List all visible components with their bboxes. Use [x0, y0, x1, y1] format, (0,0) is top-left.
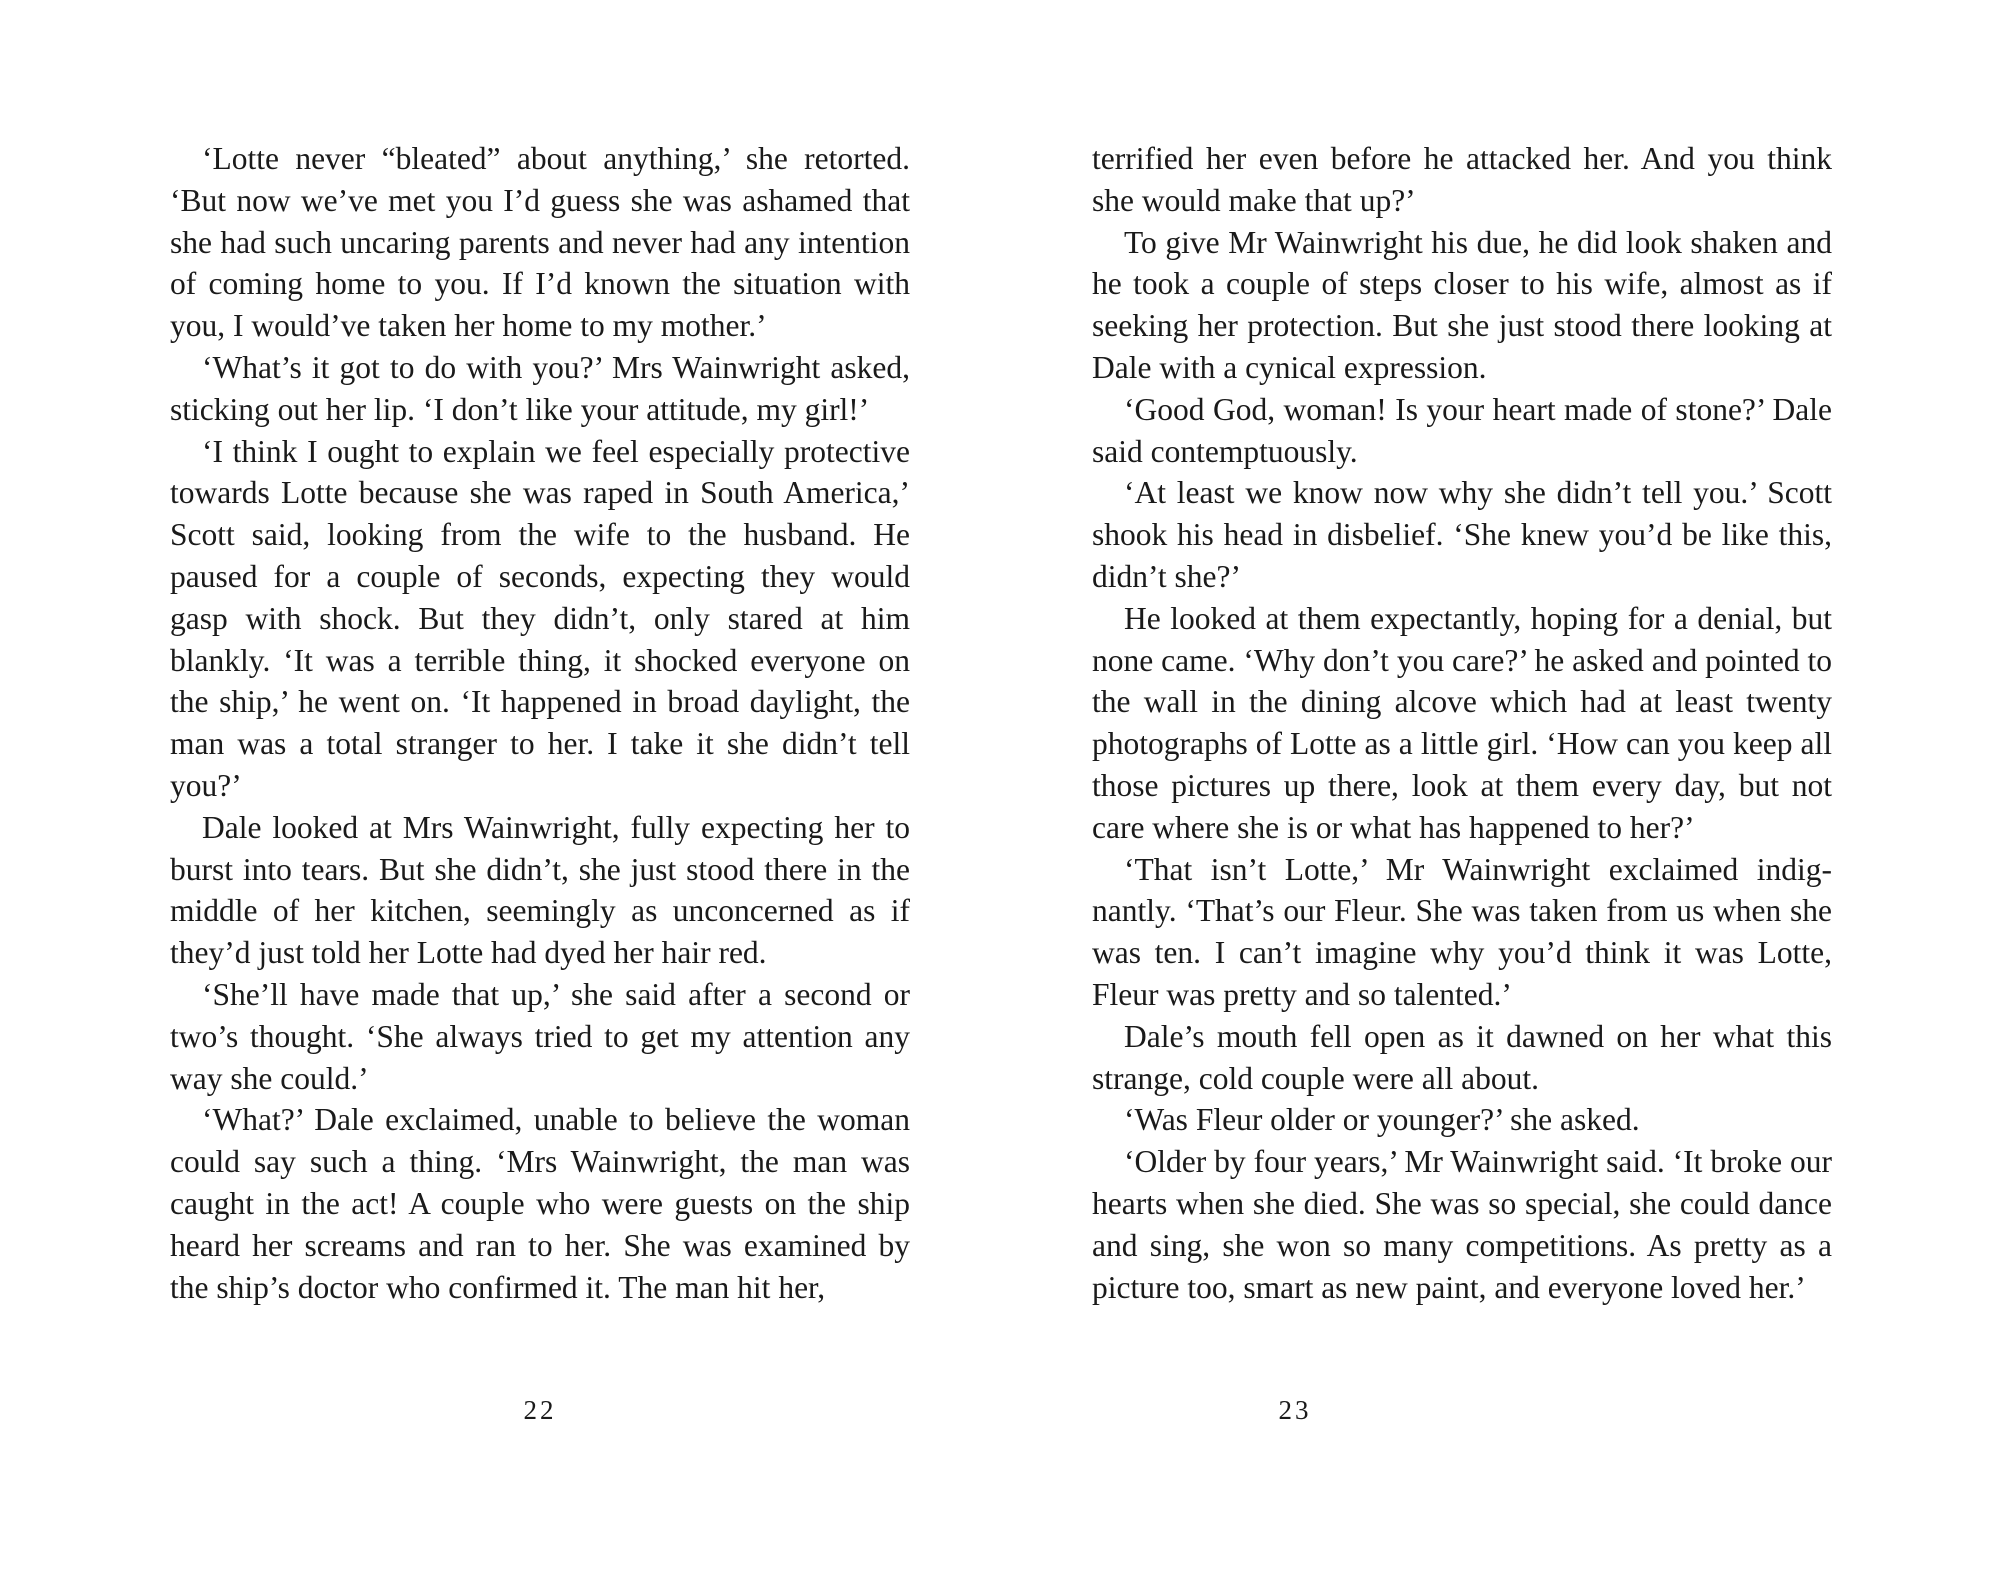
paragraph: ‘Good God, woman! Is your heart made of stone?’ Dale said contemptuously.: [1092, 391, 1832, 469]
right-page: [1000, 0, 2000, 1577]
paragraph: Dale looked at Mrs Wainwright, fully expecting her to burst into tears. But she didn’t, she just stood there in the middle of her kitchen, seemingly as unconcerned as if they’d just told her Lotte had dyed her hair red.: [170, 809, 910, 971]
paragraph: ‘She’ll have made that up,’ she said after a second or two’s thought. ‘She always tried to get my attention any way she could.’: [170, 976, 910, 1096]
page-number-right: 23: [1278, 1395, 1312, 1425]
paragraph: ‘What?’ Dale exclaimed, unable to believe the woman could say such a thing. ‘Mrs Wainwright, the man was caught in the act! A couple who were guests on the ship heard her screams and ran to her. She was examined by the ship’s doctor who confirmed it. The man hit her,: [170, 1102, 910, 1305]
page-number-left: 22: [523, 1395, 557, 1425]
paragraph: ‘Older by four years,’ Mr Wainwright said. ‘It broke our hearts when she died. She was so special, she could dance and sing, she won so many competitions. As pretty as a picture too, smart as new paint, and everyone loved her.’: [1092, 1144, 1832, 1305]
paragraph: ‘I think I ought to explain we feel especially protective towards Lotte because she was raped in South America,’ Scott said, looking from the wife to the husband. He paused for a couple of seconds, expecting they would gasp with shock. But they didn’t, only stared at him blankly. ‘It was a terrible thing, it shocked everyone on the ship,’ he went on. ‘It happened in broad daylight, the man was a total stranger to her. I take it she didn’t tell you?’: [170, 433, 910, 803]
paragraph: ‘Was Fleur older or younger?’ she asked.: [1124, 1102, 1640, 1138]
left-page-text: [170, 138, 910, 1308]
paragraph: He looked at them expectantly, hoping for a denial, but none came. ‘Why don’t you care?’ he asked and pointed to the wall in the dining alcove which had at least twenty photographs of Lotte as a little girl. ‘How can you keep all those pictures up there, look at them every day, but not care where she is or what has happened to her?’: [1092, 600, 1832, 845]
paragraph: Dale’s mouth fell open as it dawned on her what this strange, cold couple were all about.: [1092, 1018, 1832, 1096]
paragraph: To give Mr Wainwright his due, he did look shaken and he took a couple of steps closer to his wife, almost as if seeking her protection. But she just stood there looking at Dale with a cynical expression.: [1092, 224, 1832, 385]
paragraph: ‘That isn’t Lotte,’ Mr Wainwright exclaimed indignantly. ‘That’s our Fleur. She was taken from us when she was ten. I can’t imagine why you’d think it was Lotte, Fleur was pretty and so talented.’: [1092, 851, 1832, 1012]
right-page-text: [1092, 138, 1832, 1308]
paragraph: ‘What’s it got to do with you?’ Mrs Wainwright asked, sticking out her lip. ‘I don’t like your attitude, my girl!’: [170, 349, 910, 427]
paragraph: ‘Lotte never “bleated” about anything,’ she retorted. ‘But now we’ve met you I’d guess she was ashamed that she had such uncaring parents and never had any intention of coming home to you. If I’d known the situation with you, I would’ve taken her home to my mother.’: [170, 141, 910, 344]
paragraph: ‘At least we know now why she didn’t tell you.’ Scott shook his head in disbelief. ‘She knew you’d be like this, didn’t she?’: [1092, 475, 1832, 594]
paragraph-continued: terrified her even before he attacked her. And you think she would make that up?’: [1092, 141, 1832, 218]
